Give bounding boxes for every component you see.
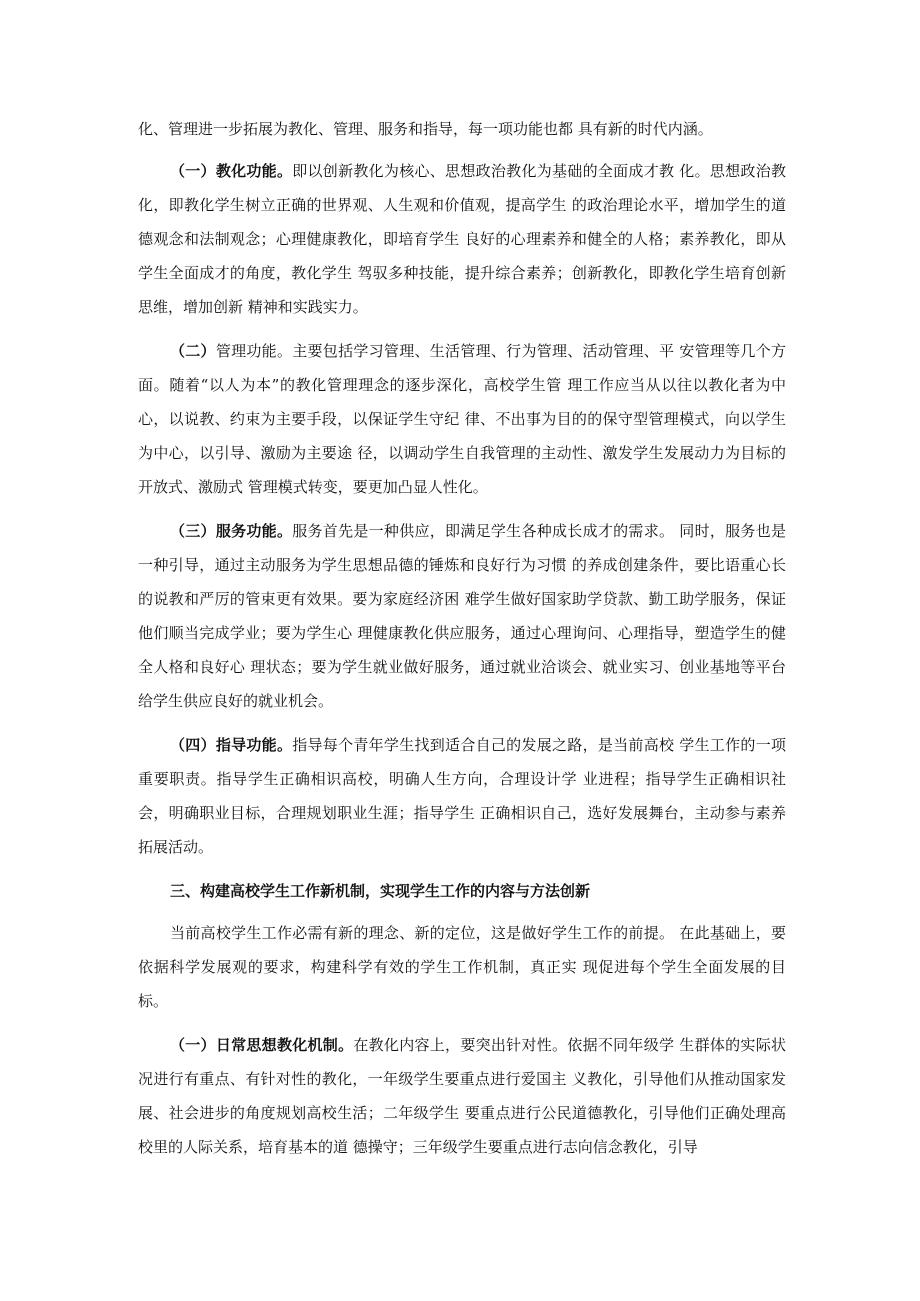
paragraph-lead: （一）教化功能。 — [170, 162, 293, 180]
paragraph-education-function — [138, 154, 786, 324]
paragraph-section-intro — [138, 916, 786, 1018]
paragraph-text: 当前高校学生工作必需有新的理念、新的定位，这是做好学生工作的前提。 在此基础上，要依据科学发展观的要求，构建科学有效的学生工作机制，真正实 现促进每个学生全面发展的目标。 — [138, 924, 786, 1010]
document-page — [138, 112, 786, 1174]
paragraph-guidance-function — [138, 728, 786, 864]
paragraph-text: 化、管理进一步拓展为教化、管理、服务和指导，每一项功能也都 具有新的时代内涵。 — [138, 120, 713, 138]
paragraph-lead: （三）服务功能。 — [170, 522, 293, 540]
paragraph-text: 在教化内容上，要突出针对性。依据不同年级学 生群体的实际状况进行有重点、有针对性的教化，一年级学生要重点进行爱国主 义教化，引导他们从推动国家发展、社会进步的角度规划高校生活；二年级学生 要重点进行公民道德教化，引导他们正确处理高校里的人际关系，培育基本的道 德操守；三年级学生要重点进行志向信念教化，引导 — [138, 1036, 786, 1156]
paragraph-intro-continuation — [138, 112, 786, 146]
section-heading: 三、构建高校学生工作新机制，实现学生工作的内容与方法创新 — [170, 882, 591, 900]
paragraph-lead: （四）指导功能。 — [170, 736, 293, 754]
paragraph-lead: （二） — [170, 342, 216, 360]
paragraph-text: 管理功能。主要包括学习管理、生活管理、行为管理、活动管理、平 安管理等几个方面。随着“以人为本”的教化管理理念的逐步深化，高校学生管 理工作应当从以往以教化者为中心，以说教、约束为主要手段，以保证学生守纪 律、不出事为目的的保守型管理模式，向以学生为中心，以引导、激励为主要途 径，以调动学生自我管理的主动性、激发学生发展动力为目标的开放式、激励式 管理模式转变，要更加凸显人性化。 — [138, 342, 786, 496]
paragraph-management-function — [138, 334, 786, 504]
paragraph-service-function — [138, 514, 786, 718]
paragraph-text: 服务首先是一种供应，即满足学生各种成长成才的需求。 同时，服务也是一种引导，通过主动服务为学生思想品德的锤炼和良好行为习惯 的养成创建条件，要比语重心长的说教和严厉的管束更有效果。要为家庭经济困 难学生做好国家助学贷款、勤工助学服务，保证他们顺当完成学业；要为学生心 理健康教化供应服务，通过心理询问、心理指导，塑造学生的健全人格和良好心 理状态；要为学生就业做好服务，通过就业洽谈会、就业实习、创业基地等平台 给学生供应良好的就业机会。 — [138, 522, 786, 710]
paragraph-lead: （一）日常思想教化机制。 — [170, 1036, 354, 1054]
paragraph-text: 即以创新教化为核心、思想政治教化为基础的全面成才教 化。思想政治教化，即教化学生树立正确的世界观、人生观和价值观，提高学生 的政治理论水平，增加学生的道德观念和法制观念；心理健康教化，即培育学生 良好的心理素养和健全的人格；素养教化，即从学生全面成才的角度，教化学生 驾驭多种技能，提升综合素养；创新教化，即教化学生培育创新思维，增加创新 精神和实践实力。 — [138, 162, 786, 316]
paragraph-daily-education-mechanism — [138, 1028, 786, 1164]
paragraph-text: 指导每个青年学生找到适合自己的发展之路，是当前高校 学生工作的一项重要职责。指导学生正确相识高校，明确人生方向，合理设计学 业进程；指导学生正确相识社会，明确职业目标，合理规划职业生涯；指导学生 正确相识自己，选好发展舞台，主动参与素养拓展活动。 — [138, 736, 786, 856]
